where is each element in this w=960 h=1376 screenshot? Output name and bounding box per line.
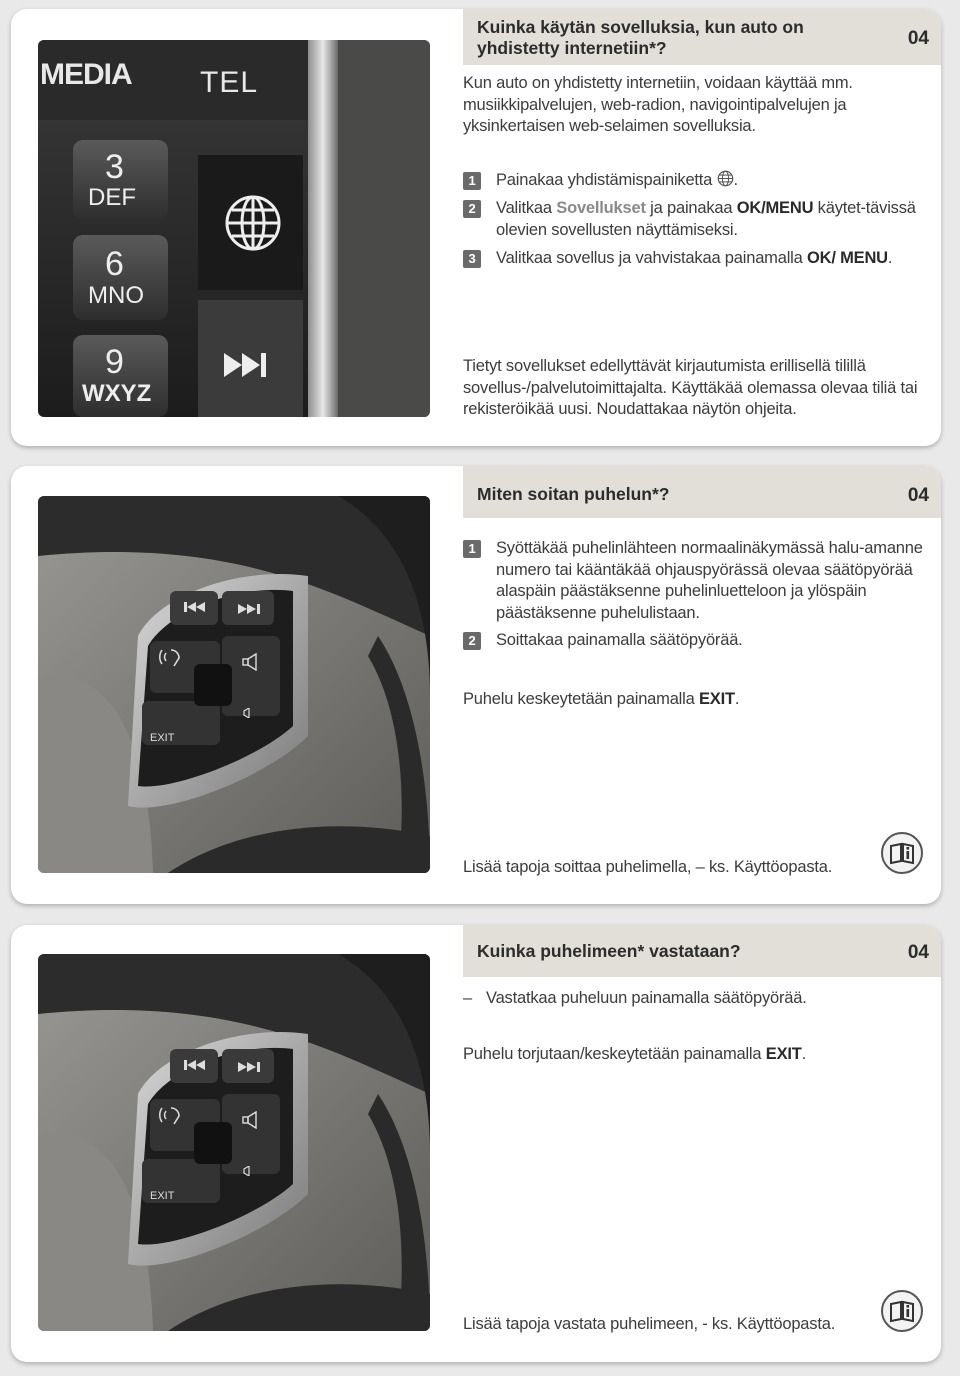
section-apps (11, 9, 941, 446)
volume-icon (243, 1166, 253, 1176)
voice-icon (158, 646, 184, 668)
chapter-number: 04 (907, 485, 929, 506)
exit-label: EXIT (150, 1190, 175, 1202)
tel-label: TEL (200, 66, 259, 99)
note-text: Tietyt sovellukset edellyttävät kirjautumista erillisellä tilillä sovellus-/palvelutoimittajalta. Käyttäkää olemassa olevaa tiliä tai rekisteröikää uusi. Noudattakaa näytön ohjeita. (463, 357, 918, 418)
intro-text: Kun auto on yhdistetty internetiin, voidaan käyttää mm. musiikkipalvelujen, web-radion, navigointipalvelujen ja yksinkertaisen web-selaimen sovelluksia. (463, 74, 853, 135)
book-info-icon[interactable] (881, 1290, 923, 1332)
volume-icon (243, 708, 253, 718)
previous-track-icon (184, 1059, 206, 1071)
section-header (463, 466, 941, 518)
steering-wheel-photo (38, 954, 430, 1331)
more-info-text: Lisää tapoja vastata puhelimeen, - ks. Käyttöopasta. (463, 1315, 836, 1333)
step-text: Soittakaa painamalla säätöpyörää. (496, 631, 743, 649)
key-6-letters: MNO (88, 282, 144, 309)
chapter-number: 04 (907, 28, 929, 49)
key-3-letters: DEF (88, 184, 136, 211)
more-info-text: Lisää tapoja soittaa puhelimella, – ks. Käyttöopasta. (463, 858, 833, 876)
previous-track-icon (184, 601, 206, 613)
key-3: 3 (105, 148, 124, 186)
volume-icon (242, 653, 260, 671)
section-header (463, 925, 941, 977)
step-text: Valitkaa Sovellukset ja painakaa OK/MENU käytet-tävissä olevien sovellusten näyttämiseksi. (496, 199, 916, 239)
end-call-text: Puhelu torjutaan/keskeytetään painamalla EXIT. (463, 1045, 807, 1063)
chapter-number: 04 (907, 942, 929, 963)
step-number: 1 (463, 172, 481, 190)
globe-icon (223, 193, 283, 253)
book-info-icon[interactable] (881, 832, 923, 874)
section-title: Kuinka puhelimeen* vastataan? (477, 941, 741, 961)
key-9-letters: WXYZ (82, 380, 152, 407)
key-9: 9 (105, 343, 124, 381)
section-title: Kuinka käytän sovelluksia, kun auto on yhdistetty internetiin*? (477, 17, 804, 58)
section-title: Miten soitan puhelun*? (477, 484, 670, 504)
step-number: 2 (463, 632, 481, 650)
step-text: Syöttäkää puhelinlähteen normaalinäkymässä halu-amanne numero tai kääntäkää ohjauspyörässä olevaa säätöpyörää alaspäin päästäksenne puhelinluetteloon ja ylöspäin päästäksenne puhelulistaan. (496, 539, 923, 622)
dash-bullet: – (463, 989, 472, 1007)
step-number: 2 (463, 200, 481, 218)
voice-icon (158, 1104, 184, 1126)
steering-wheel-photo (38, 496, 430, 873)
end-call-text: Puhelu keskeytetään painamalla EXIT. (463, 690, 740, 708)
skip-forward-icon (224, 351, 270, 379)
step-number: 1 (463, 540, 481, 558)
media-label: MEDIA (40, 58, 132, 91)
exit-label: EXIT (150, 732, 175, 744)
section-header (463, 9, 941, 65)
section-call (11, 466, 941, 904)
section-answer (11, 925, 941, 1362)
next-track-icon (238, 603, 260, 615)
step-number: 3 (463, 250, 481, 268)
step-text: Vastatkaa puheluun painamalla säätöpyörää. (486, 989, 807, 1007)
step-text: Painakaa yhdistämispainiketta . (496, 171, 738, 189)
step-text: Valitkaa sovellus ja vahvistakaa painamalla OK/ MENU. (496, 249, 893, 267)
next-track-icon (238, 1061, 260, 1073)
key-6: 6 (105, 245, 124, 283)
console-photo (38, 40, 430, 417)
globe-icon (717, 170, 734, 187)
volume-icon (242, 1111, 260, 1129)
